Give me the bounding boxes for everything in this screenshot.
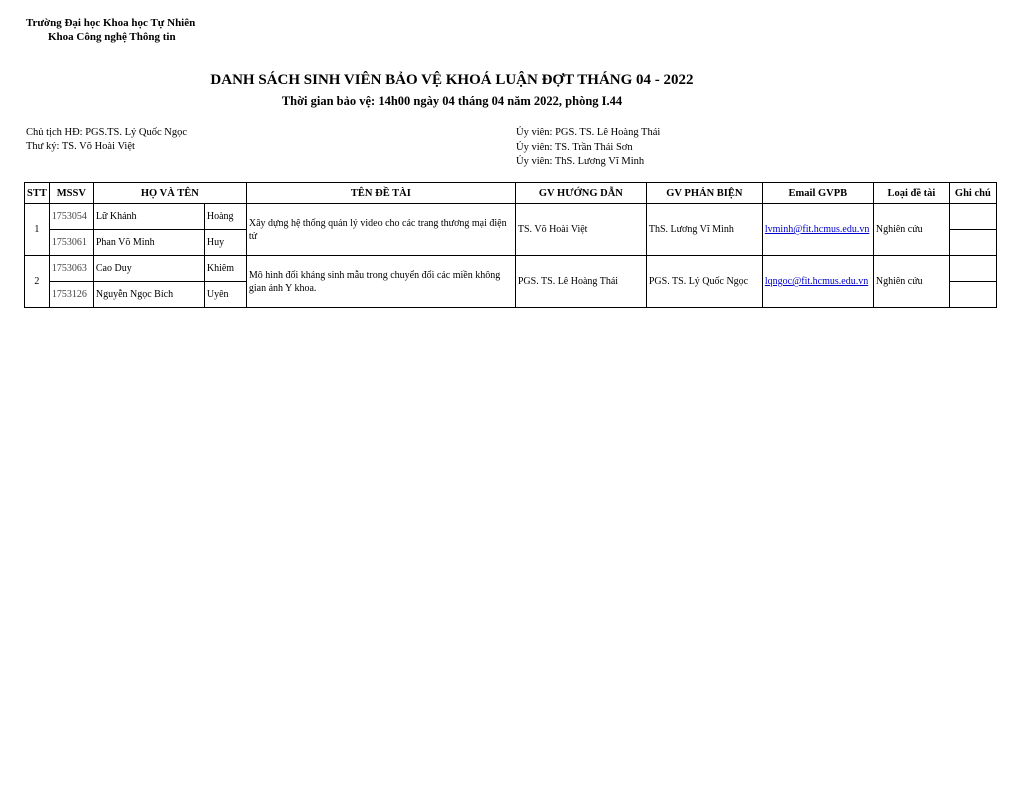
student-first-name: Huy xyxy=(204,230,246,256)
header-topic: TÊN ĐỀ TÀI xyxy=(246,183,515,204)
reviewer: ThS. Lương Vĩ Minh xyxy=(646,204,762,256)
student-mssv: 1753063 xyxy=(49,256,93,282)
council-right xyxy=(516,126,660,170)
council-left xyxy=(26,126,187,154)
student-last-name: Nguyễn Ngọc Bích xyxy=(93,282,204,308)
header-type: Loại đề tài xyxy=(873,183,949,204)
reviewer: PGS. TS. Lý Quốc Ngọc xyxy=(646,256,762,308)
student-first-name: Uyên xyxy=(204,282,246,308)
council-member-3: Ủy viên: ThS. Lương Vĩ Minh xyxy=(516,156,645,167)
student-mssv: 1753061 xyxy=(49,230,93,256)
header-note: Ghi chú xyxy=(949,183,996,204)
council-chair: Chủ tịch HĐ: PGS.TS. Lý Quốc Ngọc xyxy=(26,127,187,138)
council-member-2: Ủy viên: TS. Trần Thái Sơn xyxy=(516,141,633,153)
student-list-table xyxy=(24,182,997,308)
topic-type: Nghiên cứu xyxy=(873,204,949,256)
note-cell xyxy=(949,204,996,230)
header-email: Email GVPB xyxy=(762,183,873,204)
advisor: TS. Võ Hoài Việt xyxy=(515,204,646,256)
document-title: DANH SÁCH SINH VIÊN BẢO VỆ KHOÁ LUẬN ĐỢT THÁNG 04 - 2022 xyxy=(210,72,694,88)
faculty-name: Khoa Công nghệ Thông tin xyxy=(48,31,176,43)
institution-header xyxy=(26,16,195,44)
council-member-1: Ủy viên: PGS. TS. Lê Hoàng Thái xyxy=(516,127,661,138)
header-stt: STT xyxy=(25,183,50,204)
advisor: PGS. TS. Lê Hoàng Thái xyxy=(515,256,646,308)
topic-type: Nghiên cứu xyxy=(873,256,949,308)
header-advisor: GV HƯỚNG DẪN xyxy=(515,183,646,204)
table-row xyxy=(25,204,997,230)
row-stt: 1 xyxy=(25,204,50,256)
header-name: HỌ VÀ TÊN xyxy=(93,183,246,204)
student-first-name: Hoàng xyxy=(204,204,246,230)
header-reviewer: GV PHẢN BIỆN xyxy=(646,183,762,204)
document-subtitle: Thời gian bảo vệ: 14h00 ngày 04 tháng 04 năm 2022, phòng I.44 xyxy=(281,94,623,108)
thesis-topic: Mô hình đối kháng sinh mẫu trong chuyển đổi các miền không gian ảnh Y khoa. xyxy=(246,256,515,308)
student-mssv: 1753126 xyxy=(49,282,93,308)
student-last-name: Cao Duy xyxy=(93,256,204,282)
row-stt: 2 xyxy=(25,256,50,308)
student-first-name: Khiêm xyxy=(204,256,246,282)
table-header-row xyxy=(25,183,997,204)
header-mssv: MSSV xyxy=(49,183,93,204)
reviewer-email-link[interactable]: lqngoc@fit.hcmus.edu.vn xyxy=(762,256,873,308)
note-cell xyxy=(949,230,996,256)
student-last-name: Lữ Khánh xyxy=(93,204,204,230)
table-row xyxy=(25,256,997,282)
thesis-topic: Xây dựng hệ thống quản lý video cho các trang thương mại điện tử xyxy=(246,204,515,256)
note-cell xyxy=(949,256,996,282)
student-last-name: Phan Võ Minh xyxy=(93,230,204,256)
council-secretary: Thư ký: TS. Võ Hoài Việt xyxy=(26,141,135,152)
note-cell xyxy=(949,282,996,308)
university-name: Trường Đại học Khoa học Tự Nhiên xyxy=(26,17,196,29)
student-mssv: 1753054 xyxy=(49,204,93,230)
reviewer-email-link[interactable]: lvminh@fit.hcmus.edu.vn xyxy=(762,204,873,256)
